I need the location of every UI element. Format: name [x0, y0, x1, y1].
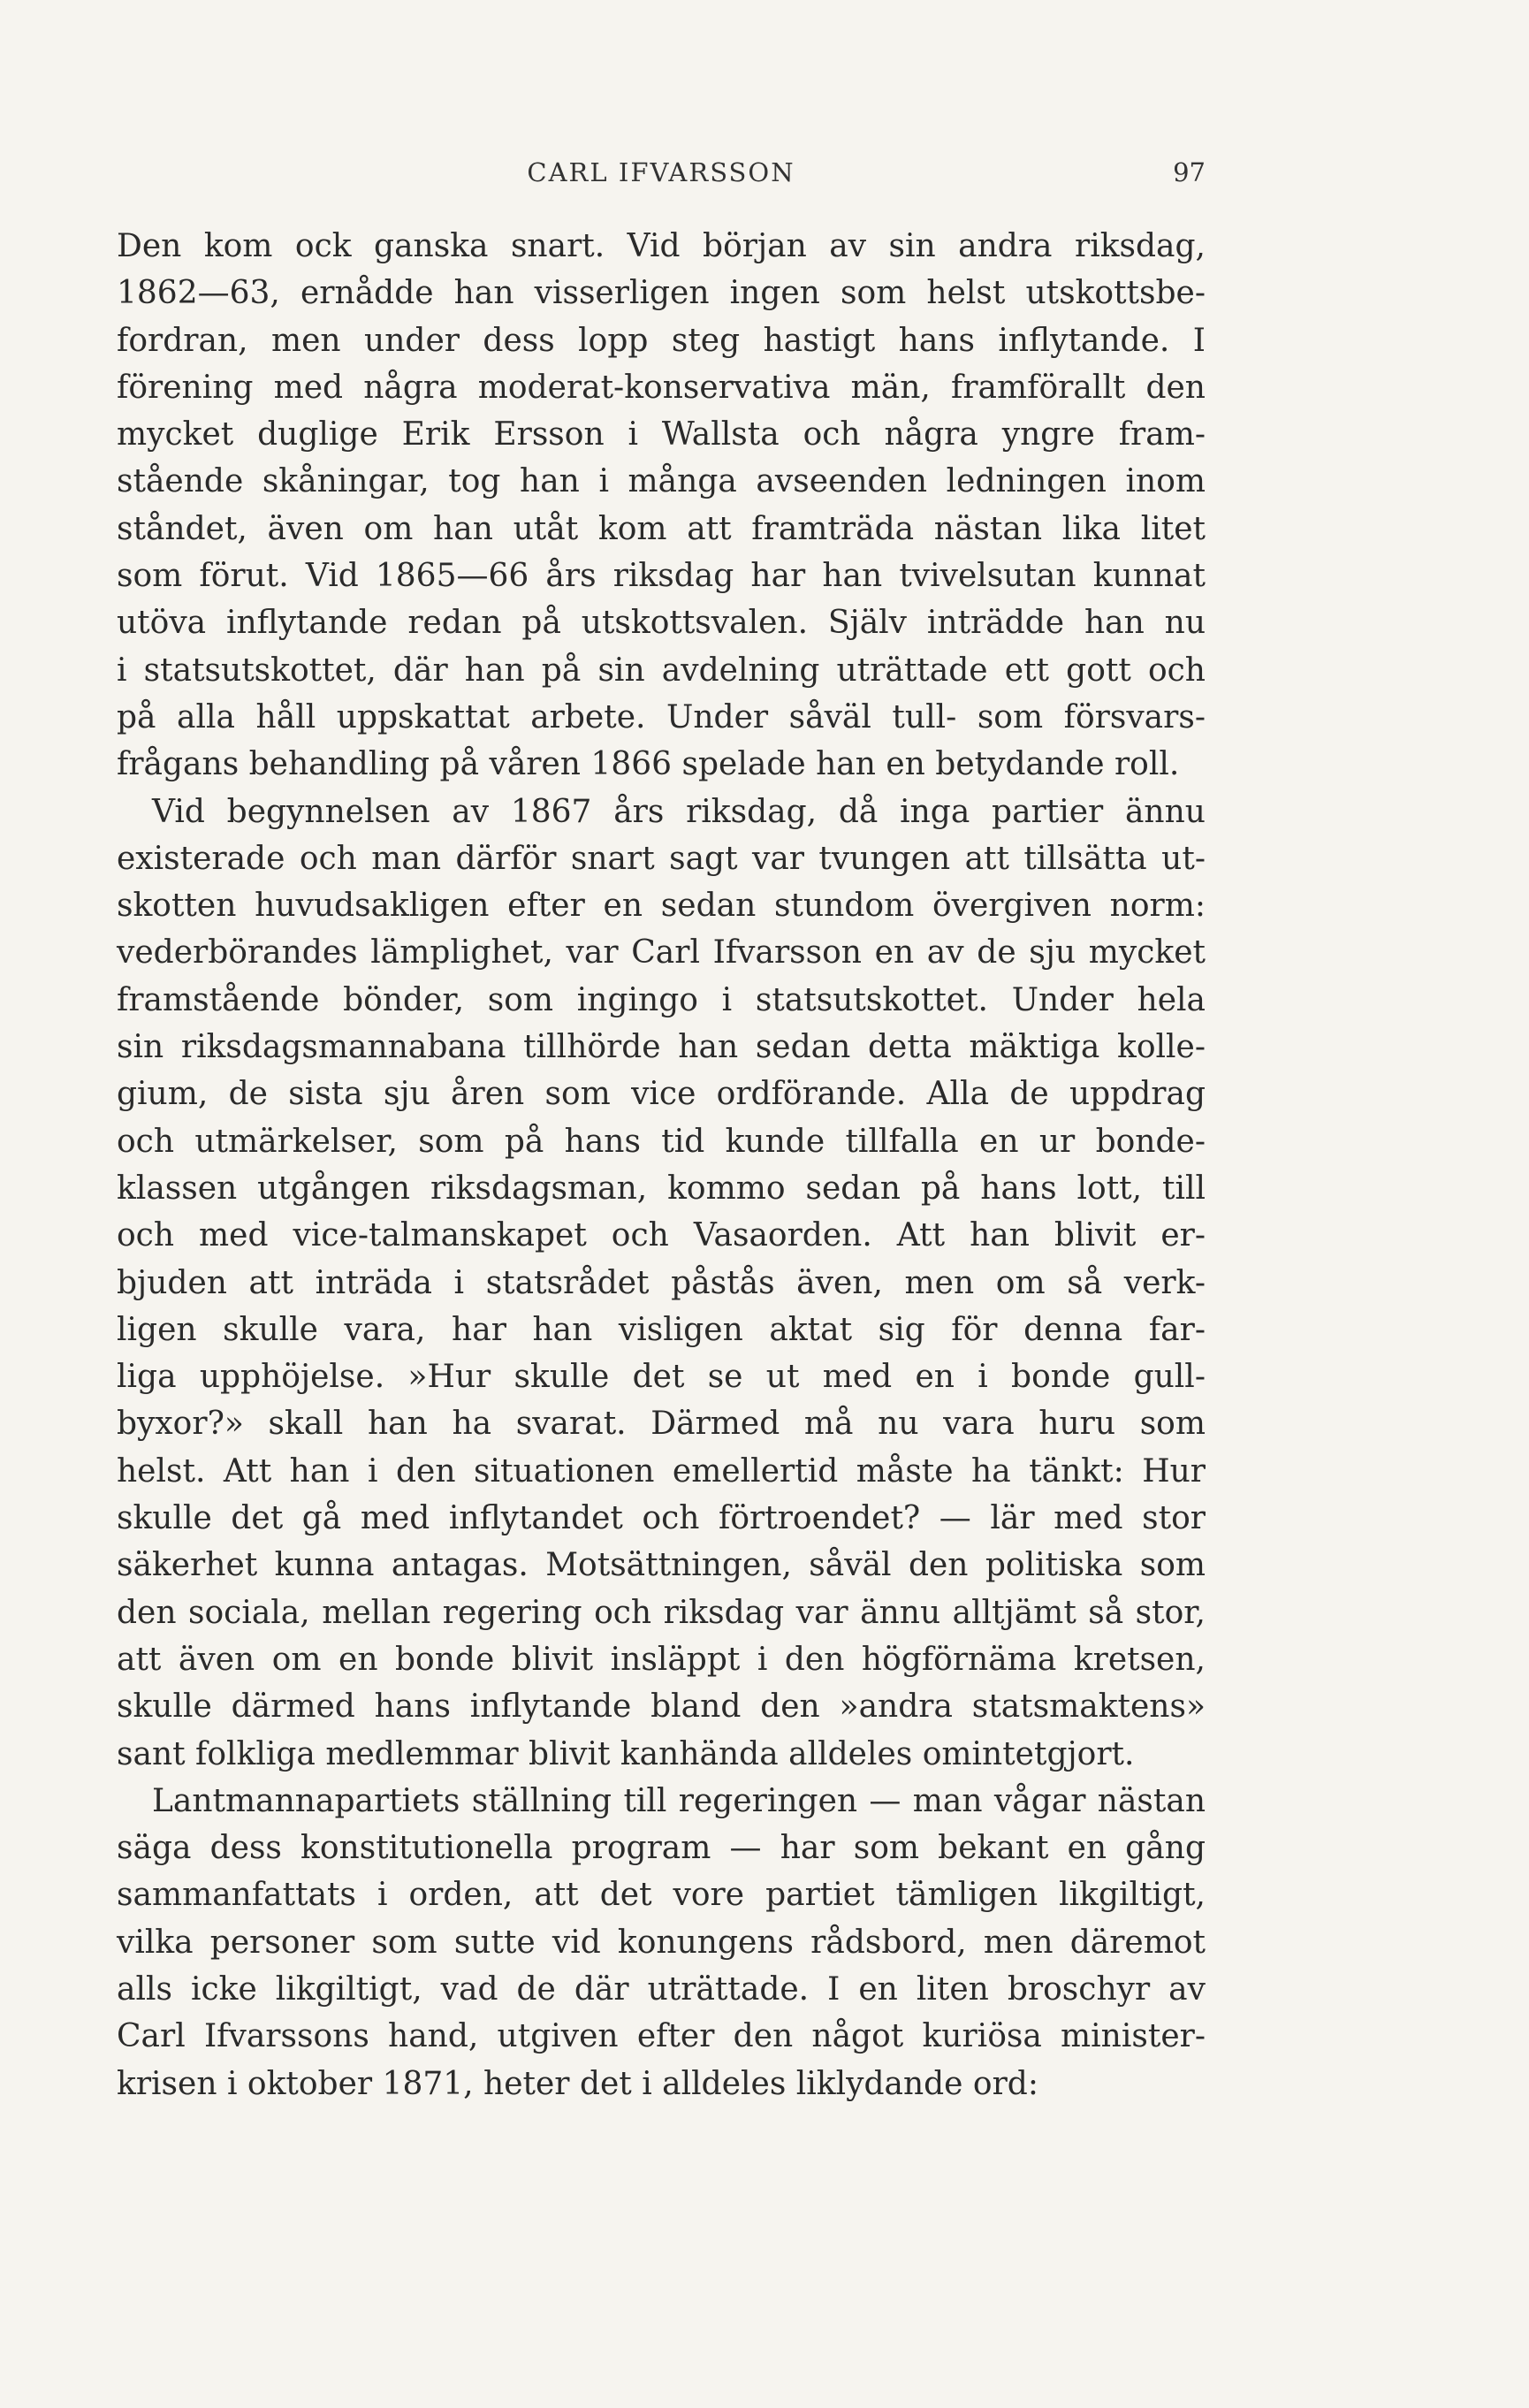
text-line: skotten huvudsakligen efter en sedan stundom övergiven norm: — [117, 888, 1206, 925]
text-line: byxor?» skall han ha svarat. Därmed må nu vara huru som — [117, 1406, 1206, 1443]
body-text — [117, 223, 1206, 2107]
text-line: skulle det gå med inflytandet och förtroendet? — lär med stor — [117, 1500, 1206, 1537]
text-line: ligen skulle vara, har han visligen aktat sig för denna far- — [117, 1311, 1206, 1348]
text-line: vederbörandes lämplighet, var Carl Ifvarsson en av de sju mycket — [117, 934, 1206, 972]
text-line: frågans behandling på våren 1866 spelade han en betydande roll. — [117, 746, 1180, 783]
text-line: helst. Att han i den situationen emellertid måste ha tänkt: Hur — [117, 1452, 1206, 1490]
text-line: fordran, men under dess lopp steg hastigt hans inflytande. I — [117, 322, 1206, 359]
page-number: 97 — [1173, 157, 1206, 187]
text-line: att även om en bonde blivit insläppt i den högförnäma kretsen, — [117, 1641, 1206, 1678]
text-line: bjuden att inträda i statsrådet påstås även, men om så verk- — [117, 1264, 1206, 1301]
text-line: Den kom ock ganska snart. Vid början av sin andra riksdag, — [117, 228, 1206, 264]
text-line: krisen i oktober 1871, heter det i alldeles liklydande ord: — [117, 2065, 1038, 2102]
text-line: utöva inflytande redan på utskottsvalen. Själv inträdde han nu — [117, 605, 1206, 642]
text-line: gium, de sista sju åren som vice ordförande. Alla de uppdrag — [117, 1076, 1206, 1113]
text-line: mycket duglige Erik Ersson i Wallsta och några yngre fram- — [117, 416, 1206, 453]
text-line: och med vice-talmanskapet och Vasaorden. Att han blivit er- — [117, 1217, 1206, 1254]
text-line: den sociala, mellan regering och riksdag var ännu alltjämt så stor, — [117, 1594, 1206, 1631]
text-line: vilka personer som sutte vid konungens rådsbord, men däremot — [117, 1924, 1206, 1961]
text-line: sin riksdagsmannabana tillhörde han sedan detta mäktiga kolle- — [117, 1029, 1206, 1066]
text-line: Carl Ifvarssons hand, utgiven efter den något kuriösa minister- — [117, 2018, 1206, 2055]
text-line: klassen utgången riksdagsman, kommo sedan på hans lott, till — [117, 1170, 1206, 1207]
text-line: förening med några moderat-konservativa män, framförallt den — [117, 369, 1206, 406]
text-line: i statsutskottet, där han på sin avdelning uträttade ett gott och — [117, 652, 1206, 689]
text-line: existerade och man därför snart sagt var tvungen att tillsätta ut- — [117, 840, 1206, 877]
text-line: sammanfattats i orden, att det vore partiet tämligen likgiltigt, — [117, 1877, 1206, 1914]
text-line: alls icke likgiltigt, vad de där uträttade. I en liten broschyr av — [117, 1970, 1206, 2008]
page-header — [117, 157, 1206, 193]
text-line: framstående bönder, som ingingo i statsutskottet. Under hela — [117, 981, 1206, 1018]
text-line: sant folkliga medlemmar blivit kanhända alldeles omintetgjort. — [117, 1735, 1135, 1772]
text-line: stående skåningar, tog han i många avseenden ledningen inom — [117, 463, 1206, 500]
text-line: Lantmannapartiets ställning till regeringen — man vågar nästan — [152, 1782, 1206, 1819]
text-line: skulle därmed hans inflytande bland den »andra statsmaktens» — [117, 1688, 1206, 1726]
text-line: liga upphöjelse. »Hur skulle det se ut med en i bonde gull- — [117, 1359, 1206, 1396]
text-line: 1862—63, ernådde han visserligen ingen som helst utskottsbe- — [117, 275, 1206, 312]
text-line: på alla håll uppskattat arbete. Under såväl tull- som försvars- — [117, 698, 1206, 735]
text-line: ståndet, även om han utåt kom att framträda nästan lika litet — [117, 510, 1206, 547]
text-line: som förut. Vid 1865—66 års riksdag har han tvivelsutan kunnat — [117, 558, 1206, 595]
running-title: CARL IFVARSSON — [527, 157, 795, 187]
text-line: säga dess konstitutionella program — har som bekant en gång — [117, 1830, 1206, 1867]
text-line: säkerhet kunna antagas. Motsättningen, såväl den politiska som — [117, 1547, 1206, 1584]
text-line: och utmärkelser, som på hans tid kunde tillfalla en ur bonde- — [117, 1123, 1206, 1160]
text-line: Vid begynnelsen av 1867 års riksdag, då inga partier ännu — [152, 793, 1206, 830]
